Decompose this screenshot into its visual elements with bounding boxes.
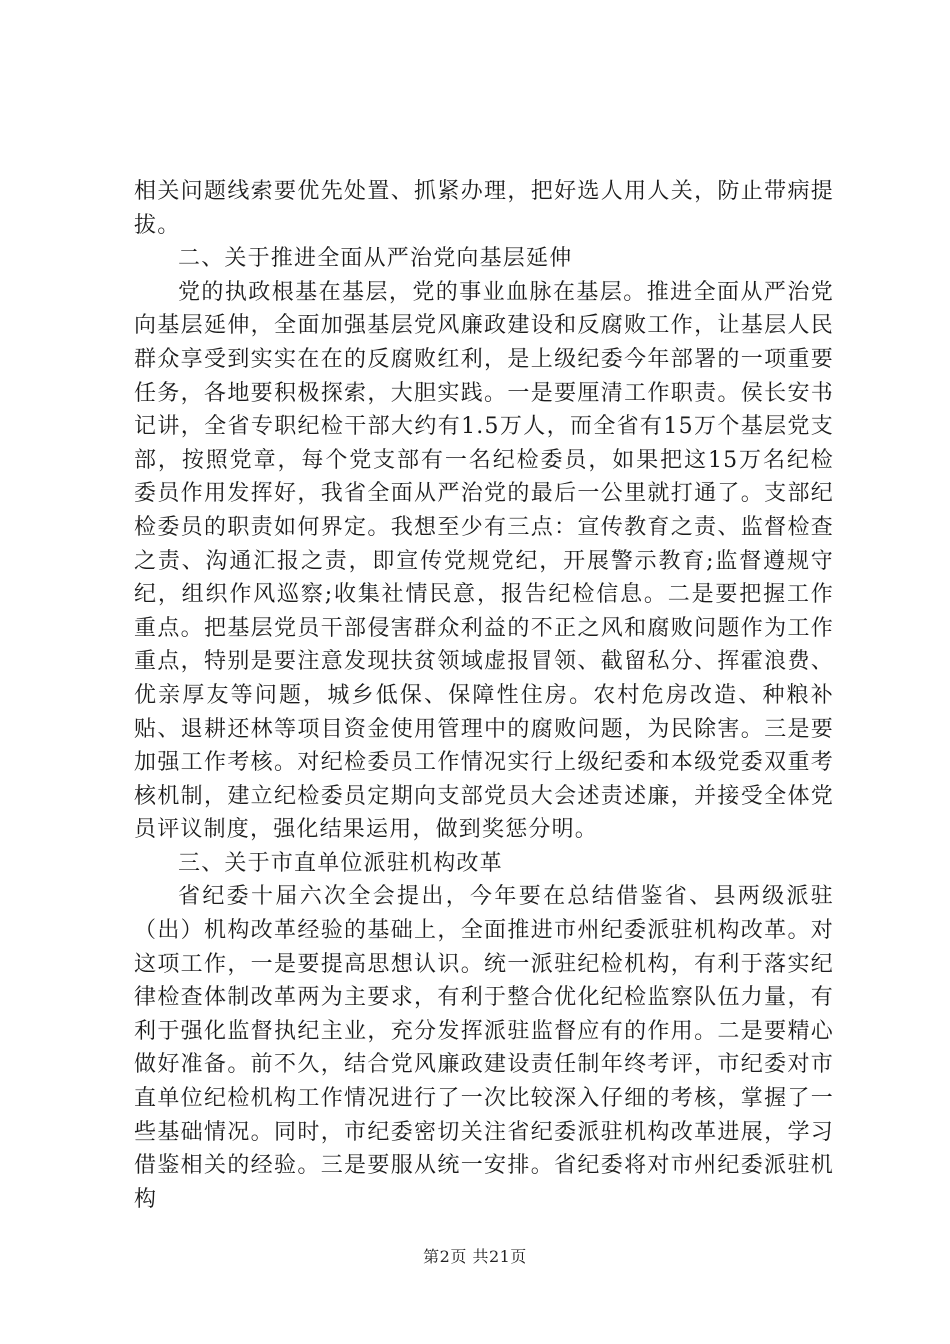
- section-heading-2: 二、关于推进全面从严治党向基层延伸: [178, 246, 573, 272]
- document-body: [134, 175, 834, 1216]
- paragraph-continuation: 相关问题线索要优先处置、抓紧办理，把好选人用人关，防止带病提拔。: [134, 179, 834, 238]
- paragraph-section-2-body: 党的执政根基在基层，党的事业血脉在基层。推进全面从严治党向基层延伸，全面加强基层党风廉政建设和反腐败工作，让基层人民群众享受到实实在在的反腐败红利，是上级纪委今年部署的一项重要任务，各地要积极探索，大胆实践。一是要厘清工作职责。侯长安书记讲，全省专职纪检干部大约有1.5万人，而全省有15万个基层党支部，按照党章，每个党支部有一名纪检委员，如果把这15万名纪检委员作用发挥好，我省全面从严治党的最后一公里就打通了。支部纪检委员的职责如何界定。我想至少有三点：宣传教育之责、监督检查之责、沟通汇报之责，即宣传党规党纪，开展警示教育;监督遵规守纪，组织作风巡察;收集社情民意，报告纪检信息。二是要把握工作重点。把基层党员干部侵害群众利益的不正之风和腐败问题作为工作重点，特别是要注意发现扶贫领域虚报冒领、截留私分、挥霍浪费、优亲厚友等问题，城乡低保、保障性住房。农村危房改造、种粮补贴、退耕还林等项目资金使用管理中的腐败问题，为民除害。三是要加强工作考核。对纪检委员工作情况实行上级纪委和本级党委双重考核机制，建立纪检委员定期向支部党员大会述责述廉，并接受全体党员评议制度，强化结果运用，做到奖惩分明。: [134, 279, 834, 843]
- section-heading-3: 三、关于市直单位派驻机构改革: [178, 850, 503, 876]
- page-number-footer: 第2页 共21页: [423, 1247, 527, 1266]
- paragraph-section-3-body: 省纪委十届六次全会提出，今年要在总结借鉴省、县两级派驻（出）机构改革经验的基础上，全面推进市州纪委派驻机构改革。对这项工作，一是要提高思想认识。统一派驻纪检机构，有利于落实纪律检查体制改革两为主要求，有利于整合优化纪检监察队伍力量，有利于强化监督执纪主业，充分发挥派驻监督应有的作用。二是要精心做好准备。前不久，结合党风廉政建设责任制年终考评，市纪委对市直单位纪检机构工作情况进行了一次比较深入仔细的考核，掌握了一些基础情况。同时，市纪委密切关注省纪委派驻机构改革进展，学习借鉴相关的经验。三是要服从统一安排。省纪委将对市州纪委派驻机构: [134, 884, 834, 1212]
